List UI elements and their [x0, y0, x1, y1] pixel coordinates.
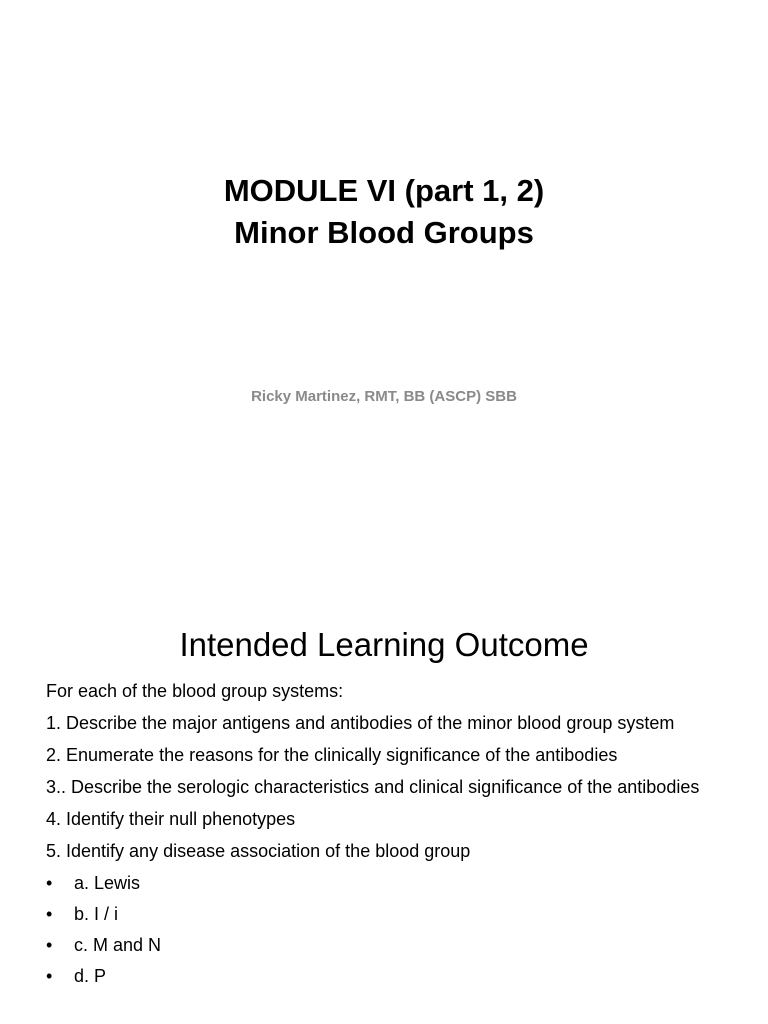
bullet-icon: •	[46, 873, 53, 893]
list-intro: For each of the blood group systems:	[46, 681, 344, 701]
title-line-topic: Minor Blood Groups	[234, 215, 534, 250]
list-item: 3.. Describe the serologic characteristics and clinical significance of the antibodies	[46, 777, 700, 797]
bullet-item	[46, 901, 748, 927]
slide-heading: Intended Learning Outcome	[179, 626, 589, 663]
list-item: 5. Identify any disease association of the blood group	[46, 841, 471, 861]
bullet-icon: •	[46, 935, 53, 955]
bullet-item	[46, 870, 748, 896]
bullet-text: b. I / i	[74, 904, 119, 924]
list-item: 1. Describe the major antigens and antibodies of the minor blood group system	[46, 713, 675, 733]
bullet-text: a. Lewis	[74, 873, 141, 893]
bullet-text: d. P	[74, 966, 107, 986]
outcome-list	[46, 678, 748, 994]
learning-outcome-slide	[0, 576, 768, 1024]
author-credit: Ricky Martinez, RMT, BB (ASCP) SBB	[251, 388, 517, 405]
bullet-icon: •	[46, 904, 53, 924]
list-item: 4. Identify their null phenotypes	[46, 809, 296, 829]
bullet-item	[46, 932, 748, 958]
bullet-item	[46, 963, 748, 989]
slide-title	[0, 170, 768, 254]
title-line-module: MODULE VI (part 1, 2)	[223, 173, 545, 208]
bullet-icon: •	[46, 966, 53, 986]
list-item: 2. Enumerate the reasons for the clinically significance of the antibodies	[46, 745, 618, 765]
bullet-text: c. M and N	[74, 935, 162, 955]
